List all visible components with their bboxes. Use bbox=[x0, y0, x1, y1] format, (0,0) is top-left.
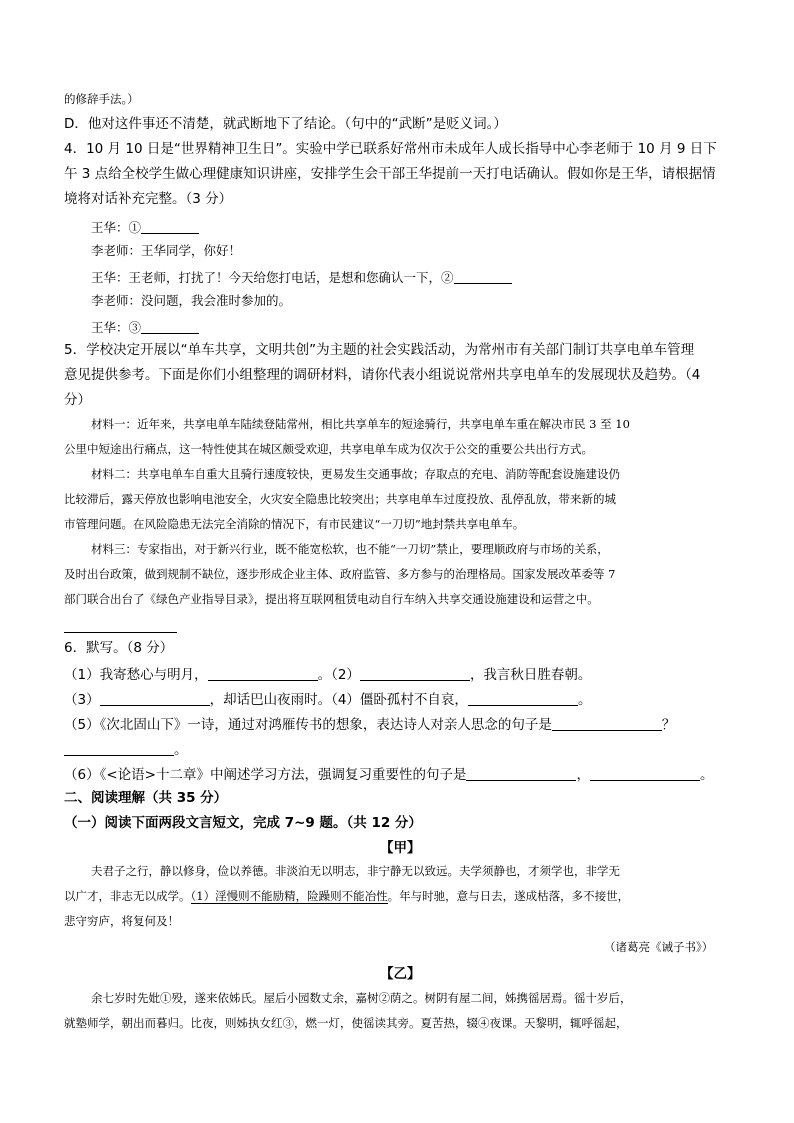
answer-blank[interactable] bbox=[468, 692, 578, 706]
q6-line-5 bbox=[64, 767, 713, 783]
material-2-line-1: 材料二：共享电单车自重大且骑行速度较快，更易发生交通事故；存取点的充电、消防等配套设施建设仍 bbox=[91, 467, 620, 481]
passage-jia-source: （诸葛亮《诫子书》） bbox=[604, 940, 714, 954]
passage-yi-line-2: 就塾师学，朝出而暮归。比夜，则姊执女红③，燃一灯，使徭读其旁。夏苦热，辍④夜课。天黎明，辄呼徭起， bbox=[64, 1016, 628, 1030]
answer-blank[interactable] bbox=[466, 767, 576, 781]
answer-blank[interactable] bbox=[590, 767, 700, 781]
q6-text: （1）我寄愁心与明月， bbox=[64, 667, 208, 683]
q6-line-4 bbox=[64, 742, 188, 758]
q5-stem-line-1: 5．学校决定开展以“单车共享，文明共创”为主题的社会实践活动，为常州市有关部门制订共享电单车管理 bbox=[64, 342, 695, 358]
q6-text: （6）《<论语>十二章》中阐述学习方法，强调复习重要性的句子是 bbox=[64, 767, 467, 783]
q6-text: ，却话巴山夜雨时。（4）僵卧孤村不自哀， bbox=[209, 692, 468, 708]
answer-blank[interactable] bbox=[64, 742, 174, 756]
underlined-sentence: （1）淫慢则不能励精，险躁则不能冶性 bbox=[190, 889, 388, 903]
q6-line-2 bbox=[64, 692, 591, 708]
answer-blank[interactable] bbox=[454, 270, 512, 284]
passage-jia-line-1: 夫君子之行，静以修身，俭以养德。非淡泊无以明志，非宁静无以致远。夫学须静也，才须学也，非学无 bbox=[91, 864, 620, 878]
q6-text: 。（2） bbox=[317, 667, 360, 683]
dialogue-line-3 bbox=[91, 270, 512, 285]
q6-title: 6．默写。（8 分） bbox=[64, 640, 174, 656]
subsection-1-heading: （一）阅读下面两段文言短文，完成 7~9 题。（共 12 分） bbox=[64, 815, 422, 831]
passage-jia-line-3: 悲守穷庐，将复何及！ bbox=[64, 914, 179, 928]
q6-text: ，我言秋日胜春朝。 bbox=[469, 667, 592, 683]
answer-rule[interactable] bbox=[64, 632, 177, 633]
q6-text: ？ bbox=[661, 717, 676, 733]
dialogue-line-5 bbox=[91, 320, 199, 335]
q6-text: （5）《次北固山下》一诗，通过对鸿雁传书的想象，表达诗人对亲人思念的句子是 bbox=[64, 717, 552, 733]
passage-jia-line-2 bbox=[64, 891, 629, 903]
q4-stem-line-2: 午 3 点给全校学生做心理健康知识讲座，安排学生会干部王华提前一天打电话确认。假如你是王华，请根据情 bbox=[64, 166, 716, 182]
q4-stem-line-3: 境将对话补充完整。（3 分） bbox=[64, 191, 233, 207]
material-1-line-1: 材料一：近年来，共享电单车陆续登陆常州，相比共享单车的短途骑行，共享电单车重在解决市民 3 至 10 bbox=[91, 417, 630, 431]
answer-blank[interactable] bbox=[208, 667, 318, 681]
answer-blank[interactable] bbox=[552, 717, 662, 731]
answer-blank[interactable] bbox=[360, 667, 470, 681]
section-2-heading: 二、阅读理解（共 35 分） bbox=[64, 790, 228, 806]
passage-yi-line-1: 余七岁时先妣①殁，遂来依姊氏。屋后小园数丈余，嘉树②荫之。树阴有屋二间，姊携徭居焉。徭十岁后， bbox=[91, 991, 632, 1005]
q6-text: 。 bbox=[577, 692, 592, 708]
material-3-line-2: 及时出台政策，做到规制不缺位，逐步形成企业主体、政府监管、多方参与的治理格局。国家发展改革委等 7 bbox=[64, 567, 616, 581]
passage-text: 以广才，非志无以成学。 bbox=[64, 889, 191, 903]
dialogue-text: 王华：① bbox=[91, 220, 142, 235]
passage-text: 。年与时驰，意与日去，遂成枯落，多不接世， bbox=[387, 889, 630, 903]
q6-text: ， bbox=[576, 767, 590, 783]
q6-line-1 bbox=[64, 667, 591, 683]
answer-blank[interactable] bbox=[141, 220, 199, 234]
q6-text: 。 bbox=[174, 742, 188, 758]
q4-stem-line-1: 4．10 月 10 日是“世界精神卫生日”。实验中学已联系好常州市未成年人成长指导中心李老师于 10 月 9 日下 bbox=[64, 141, 717, 157]
dialogue-line-4: 李老师：没问题，我会准时参加的。 bbox=[91, 293, 292, 308]
dialogue-text: 王华：③ bbox=[91, 320, 142, 335]
passage-yi-title: 【乙】 bbox=[380, 966, 421, 982]
q6-text: 。 bbox=[699, 767, 714, 783]
passage-jia-title: 【甲】 bbox=[380, 840, 421, 856]
material-2-line-2: 比较滞后，露天停放也影响电池安全，火灾安全隐患比较突出；共享电单车过度投放、乱停乱放，带来新的城 bbox=[64, 492, 616, 506]
q6-text: （3） bbox=[64, 692, 100, 708]
material-3-line-1: 材料三：专家指出，对于新兴行业，既不能宽松软，也不能“一刀切”禁止，要理顺政府与市场的关系， bbox=[91, 542, 609, 556]
answer-blank[interactable] bbox=[100, 692, 210, 706]
q5-stem-line-3: 分） bbox=[64, 392, 91, 408]
dialogue-line-2: 李老师：王华同学，你好！ bbox=[91, 243, 242, 258]
carryover-line: 的修辞手法。） bbox=[64, 92, 139, 106]
q5-stem-line-2: 意见提供参考。下面是你们小组整理的调研材料，请你代表小组说说常州共享电单车的发展现状及趋势。（4 bbox=[64, 367, 701, 383]
dialogue-text: 王华：王老师，打扰了！今天给您打电话，是想和您确认一下，② bbox=[91, 270, 454, 285]
q6-line-3 bbox=[64, 717, 675, 733]
option-d-line: D．他对这件事还不清楚，就武断地下了结论。（句中的“武断”是贬义词。） bbox=[64, 116, 507, 132]
material-3-line-3: 部门联合出台了《绿色产业指导目录》，提出将互联网租赁电动自行车纳入共享交通设施建设和运营之中。 bbox=[64, 592, 599, 606]
material-2-line-3: 市管理问题。在风险隐患无法完全消除的情况下，有市民建议“一刀切”地封禁共享电单车。 bbox=[64, 517, 525, 531]
answer-blank[interactable] bbox=[141, 320, 199, 334]
material-1-line-2: 公里中短途出行痛点，这一特性使其在城区颇受欢迎，共享电单车成为仅次于公交的重要公共出行方式。 bbox=[64, 442, 593, 456]
dialogue-line-1 bbox=[91, 220, 199, 235]
